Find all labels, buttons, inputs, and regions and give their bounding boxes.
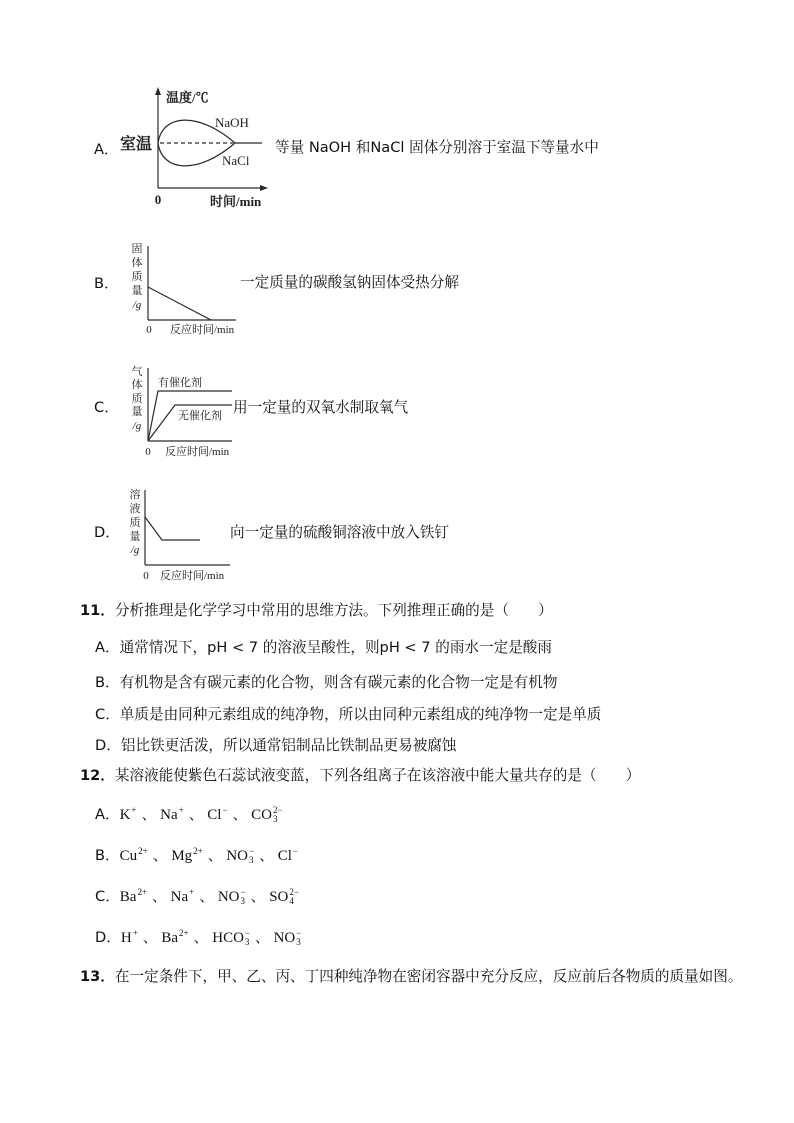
graph-option-b-letter: B． xyxy=(94,275,119,292)
room-temperature-label: 室温 xyxy=(120,136,153,153)
ion-list xyxy=(120,847,298,864)
solution-mass-line xyxy=(145,517,200,540)
ion-scripts xyxy=(179,929,189,947)
ion-separator: 、 xyxy=(141,806,157,823)
ion-list xyxy=(120,806,283,823)
ion-charge: 2+ xyxy=(193,846,203,856)
graph-option-a-text: 等量 NaOH 和NaCl 固体分别溶于室温下等量水中 xyxy=(275,139,599,156)
ion-charge: − xyxy=(222,805,228,815)
graph-option-c-text: 用一定量的双氧水制取氧气 xyxy=(233,399,409,416)
y-axis-label-char: 质 xyxy=(131,393,143,405)
ion-subscript xyxy=(193,856,203,865)
ion-list xyxy=(121,929,302,946)
ion-subscript xyxy=(137,897,147,906)
ion-subscript xyxy=(138,856,148,865)
ion-symbol: Na xyxy=(160,807,178,823)
ion-formula xyxy=(226,847,254,864)
q12-option-a xyxy=(95,803,283,827)
ion-formula xyxy=(171,888,195,905)
ion-scripts xyxy=(296,929,301,947)
y-axis-label-char: 体 xyxy=(131,257,143,269)
ion-symbol: NO xyxy=(273,930,296,946)
y-axis-label-char: 量 xyxy=(131,406,143,418)
curve-with-catalyst-label: 有催化剂 xyxy=(158,377,202,389)
ion-subscript xyxy=(222,815,227,824)
y-axis-label-char: 质 xyxy=(129,517,141,529)
ion-formula xyxy=(120,847,148,864)
ion-charge: 2+ xyxy=(138,846,148,856)
ion-charge: 2− xyxy=(289,887,299,897)
ion-charge: 2+ xyxy=(137,887,148,897)
question-number: 13． xyxy=(80,968,115,985)
ion-separator: 、 xyxy=(259,847,274,864)
x-axis-label: 时间/min xyxy=(210,194,262,209)
ion-separator: 、 xyxy=(193,929,209,946)
ion-formula xyxy=(278,847,298,864)
ion-charge: − xyxy=(292,846,298,856)
option-letter: C． xyxy=(95,706,120,723)
ion-scripts xyxy=(222,806,227,824)
ion-scripts xyxy=(289,888,299,906)
graph-option-c-letter: C． xyxy=(94,399,119,416)
ion-charge: − xyxy=(296,928,302,938)
ion-charge: − xyxy=(249,846,255,856)
ion-charge: + xyxy=(189,887,195,897)
ion-symbol: NO xyxy=(217,889,240,905)
ion-charge: + xyxy=(132,928,138,938)
ion-scripts xyxy=(245,929,250,947)
ion-scripts xyxy=(193,847,203,865)
ion-list xyxy=(120,888,299,905)
ion-subscript xyxy=(133,938,138,947)
y-axis-label-unit: /g xyxy=(132,299,142,311)
ion-formula xyxy=(251,806,282,823)
ion-subscript: 3 xyxy=(240,896,246,906)
question-stem: 在一定条件下，甲、乙、丙、丁四种纯净物在密闭容器中充分反应，反应前后各物质的质量如图。 xyxy=(114,968,743,985)
option-letter: B． xyxy=(95,674,120,691)
option-letter: A． xyxy=(95,806,120,823)
ion-subscript xyxy=(179,815,184,824)
origin-label: 0 xyxy=(145,446,151,458)
ion-separator: 、 xyxy=(152,847,168,864)
ion-symbol: Na xyxy=(170,889,189,905)
ion-scripts xyxy=(273,806,283,824)
q12-option-b xyxy=(95,844,298,868)
ion-separator: 、 xyxy=(250,888,266,905)
ion-symbol: Ba xyxy=(119,889,137,905)
option-letter: C． xyxy=(95,888,120,905)
ion-scripts xyxy=(189,888,194,906)
ion-scripts xyxy=(249,847,254,865)
ion-symbol: CO xyxy=(251,807,273,823)
ion-separator: 、 xyxy=(142,929,158,946)
question-12 xyxy=(80,767,640,785)
option-letter: D． xyxy=(95,929,121,946)
graph-option-b-text: 一定质量的碳酸氢钠固体受热分解 xyxy=(240,274,459,291)
ion-scripts xyxy=(133,929,138,947)
y-axis-label-unit: /g xyxy=(130,544,140,556)
ion-separator: 、 xyxy=(152,888,167,905)
ion-symbol: Cu xyxy=(119,848,138,864)
ion-formula xyxy=(160,806,184,823)
option-text: 铝比铁更活泼，所以通常铝制品比铁制品更易被腐蚀 xyxy=(120,737,457,754)
ion-subscript xyxy=(189,897,194,906)
question-11 xyxy=(80,602,553,620)
ion-subscript xyxy=(131,815,136,824)
y-axis-label-char: 液 xyxy=(129,503,141,515)
ion-formula xyxy=(218,888,246,905)
y-axis-arrow-icon xyxy=(155,87,161,95)
graph-option-a-letter: A． xyxy=(94,141,119,158)
q11-option-c xyxy=(95,706,601,724)
ion-formula xyxy=(161,929,188,946)
graph-a xyxy=(112,84,274,210)
x-axis-label: 反应时间/min xyxy=(160,570,225,582)
ion-symbol: SO xyxy=(269,889,289,905)
x-axis-label: 反应时间/min xyxy=(170,324,235,336)
question-number: 12． xyxy=(80,767,115,784)
ion-separator: 、 xyxy=(254,929,270,946)
y-axis-label: 温度/℃ xyxy=(166,90,209,105)
ion-scripts xyxy=(179,806,184,824)
option-text: 有机物是含有碳元素的化合物，则含有碳元素的化合物一定是有机物 xyxy=(119,674,558,691)
ion-subscript: 3 xyxy=(273,814,278,824)
ion-charge: 2− xyxy=(273,805,283,815)
ion-charge: − xyxy=(244,928,250,938)
ion-charge: − xyxy=(240,887,246,897)
graph-c xyxy=(126,364,238,458)
q12-option-c xyxy=(95,885,299,909)
origin-label: 0 xyxy=(143,570,149,582)
ion-formula xyxy=(212,929,250,946)
ion-subscript: 4 xyxy=(289,896,294,906)
y-axis-label-char: 溶 xyxy=(129,489,141,501)
ion-separator: 、 xyxy=(207,847,223,864)
ion-subscript: 3 xyxy=(249,855,254,865)
ion-scripts xyxy=(138,847,148,865)
ion-subscript xyxy=(293,856,298,865)
y-axis-label-char: 固 xyxy=(131,243,143,255)
ion-symbol: Cl xyxy=(207,807,222,823)
q11-option-a xyxy=(95,639,552,657)
option-text: 通常情况下，pH < 7 的溶液呈酸性，则pH < 7 的雨水一定是酸雨 xyxy=(119,639,552,656)
ion-charge: + xyxy=(131,805,137,815)
curve-naoh-label: NaOH xyxy=(215,115,249,130)
option-letter: D． xyxy=(95,737,121,754)
ion-symbol: Cl xyxy=(277,848,292,864)
ion-charge: + xyxy=(178,805,184,815)
y-axis-label-char: 质 xyxy=(131,271,143,283)
option-text: 单质是由同种元素组成的纯净物，所以由同种元素组成的纯净物一定是单质 xyxy=(119,706,602,723)
ion-formula xyxy=(274,929,302,946)
ion-symbol: K xyxy=(119,807,131,823)
question-number: 11． xyxy=(80,602,115,619)
question-stem: 某溶液能使紫色石蕊试液变蓝，下列各组离子在该溶液中能大量共存的是（ ） xyxy=(114,767,641,784)
graph-option-d-letter: D． xyxy=(94,524,120,541)
ion-symbol: NO xyxy=(226,848,249,864)
y-axis-label-char: 量 xyxy=(131,285,143,297)
ion-subscript xyxy=(179,938,189,947)
ion-scripts xyxy=(241,888,246,906)
ion-separator: 、 xyxy=(188,806,204,823)
ion-symbol: HCO xyxy=(212,930,244,946)
y-axis-label-char: 体 xyxy=(131,379,143,391)
ion-scripts xyxy=(131,806,136,824)
ion-symbol: H xyxy=(120,930,132,946)
x-axis-arrow-icon xyxy=(260,185,268,191)
x-axis-label: 反应时间/min xyxy=(165,446,230,458)
option-letter: B． xyxy=(95,847,120,864)
curve-nacl-label: NaCl xyxy=(222,153,250,168)
y-axis-label-char: 量 xyxy=(129,531,141,543)
q12-option-d xyxy=(95,926,301,950)
graph-option-d-text: 向一定量的硫酸铜溶液中放入铁钉 xyxy=(230,524,449,541)
ion-separator: 、 xyxy=(232,806,248,823)
ion-formula xyxy=(120,806,137,823)
ion-formula xyxy=(121,929,138,946)
curve-without-catalyst-label: 无催化剂 xyxy=(178,410,222,422)
ion-subscript: 3 xyxy=(244,937,250,947)
ion-subscript: 3 xyxy=(296,937,301,947)
ion-formula xyxy=(269,888,299,905)
ion-formula xyxy=(207,806,227,823)
question-stem: 分析推理是化学学习中常用的思维方法。下列推理正确的是（ ） xyxy=(114,602,553,619)
ion-charge: 2+ xyxy=(179,928,189,938)
ion-separator: 、 xyxy=(199,888,214,905)
ion-formula xyxy=(120,888,147,905)
ion-formula xyxy=(171,847,202,864)
origin-label: 0 xyxy=(154,192,162,207)
decreasing-solid-mass-line xyxy=(148,287,211,320)
y-axis-label-unit: /g xyxy=(132,420,142,432)
option-letter: A． xyxy=(95,639,120,656)
ion-symbol: Ba xyxy=(161,930,179,946)
question-13 xyxy=(80,968,742,986)
origin-label: 0 xyxy=(146,324,152,336)
y-axis-label-char: 气 xyxy=(131,366,143,378)
graph-b xyxy=(126,240,246,338)
graph-d xyxy=(124,486,236,582)
q11-option-b xyxy=(95,674,557,692)
ion-symbol: Mg xyxy=(171,848,193,864)
ion-scripts xyxy=(293,847,298,865)
ion-scripts xyxy=(137,888,147,906)
q11-option-d xyxy=(95,737,457,755)
